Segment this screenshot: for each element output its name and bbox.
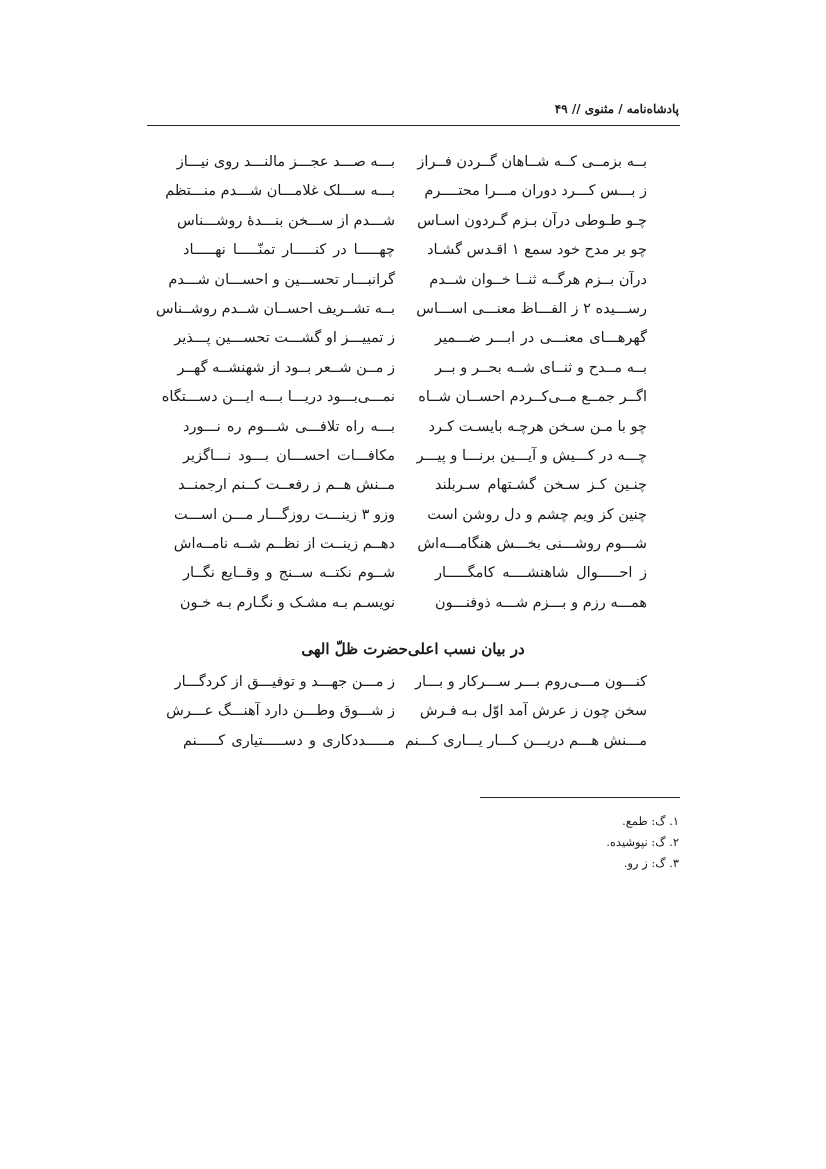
hemistich-first: چـــه در کـــیش و آیـــین برنـــا و پیـــر [416,447,647,464]
footnote-2: ۲. گ: نپوشیده. [606,835,679,849]
hemistich-second: ز مـــن جهـــد و توفیـــق از کردگـــار [174,674,395,690]
couplet [0,671,826,700]
hemistich-first: مـــنش هـــم دریـــن کـــار یـــاری کـــنم [404,732,647,749]
couplet [0,151,826,180]
hemistich-second: مکافـــات احســـان بـــود نـــاگزیر [183,447,395,464]
hemistich-first: چنین کز ویم چشم و دل روشن است [427,506,647,523]
hemistich-second: چهـــــا در کنـــــار تمنّـــــا نهـــــاد [183,242,395,259]
hemistich-second: شــوم نکتــه ســنج و وقــایع نگــار [183,565,395,582]
hemistich-second: مــنش هــم ز رفعــت کــنم ارجمنــد [178,477,395,494]
couplet [0,269,826,298]
running-head-text: پادشاه‌نامه / مثنوی // ۴۹ [554,102,679,116]
hemistich-first: رســـیده ۲ ز الفـــاظ معنـــی اســـاس [416,300,647,317]
couplet [0,180,826,209]
couplet [0,504,826,533]
hemistich-second: نمـــی‌بـــود دریـــا بـــه ایـــن دســـتگاه [161,389,395,406]
couplet [0,562,826,591]
hemistich-second: ز تمییـــز او گشـــت تحســـین پـــذیر [174,330,395,347]
footnotes [379,811,679,874]
hemistich-second: بـــه ســـلک غلامـــان شـــدم منـــتظم [165,183,395,200]
hemistich-second: بـــه صـــد عجـــز مالنـــد روی نیـــاز [176,154,395,170]
hemistich-second: شـــدم از ســـخن بنـــدهٔ روشـــناس [177,212,395,229]
hemistich-second: بــه تشــریف احســان شــدم روشــناس [155,300,395,317]
hemistich-first: گهرهـــای معنـــی در ابـــر ضـــمیر [435,330,647,347]
footnote-3: ۳. گ: ز رو. [623,856,679,870]
couplet [0,327,826,356]
couplet [0,533,826,562]
hemistich-first: همـــه رزم و بـــزم شـــه ذوفنـــون [435,594,647,611]
couplet [0,298,826,327]
footnote-rule [480,797,680,798]
couplet [0,357,826,386]
couplet [0,416,826,445]
couplet [0,730,826,759]
hemistich-first: سخن چون ز عرش آمد اوّل بـه فـرش [419,703,647,720]
hemistich-first: درآن بــزم هرگــه ثنــا خــوان شــدم [429,271,647,288]
footnote-1: ۱. گ: طمع. [622,814,679,828]
hemistich-first: چو بر مدح خود سمع ۱ اقـدس گشـاد [427,242,647,259]
hemistich-second: گرانبـــار تحســـین و احســـان شـــدم [168,271,395,288]
hemistich-first: چنـین کـز سـخن گشـتهام سـربلند [435,477,647,494]
hemistich-second: ز مــن شــعر بــود از شهنشــه گهــر [177,359,395,376]
hemistich-second: وزو ۳ زینـــت روزگـــار مـــن اســـت [173,506,395,523]
hemistich-first: بــه مــدح و ثنــای شــه بحــر و بــر [435,359,647,376]
hemistich-second: بـــه راه تلافـــی شـــوم ره نـــورد [183,418,395,435]
couplet [0,474,826,503]
hemistich-second: ز شـــوق وطـــن دارد آهنـــگ عـــرش [166,703,395,720]
hemistich-second: مـــــددکاری و دســـــتیاری کـــــنم [183,732,395,749]
hemistich-first: شـــوم روشـــنی بخـــش هنگامـــه‌اش [417,536,647,553]
couplet [0,445,826,474]
hemistich-first: چو با مـن سـخن هرچـه بایسـت کـرد [428,418,647,435]
verse-block-2 [0,671,826,759]
couplet [0,592,826,621]
couplet [0,386,826,415]
hemistich-first: ز احـــــوال شاهنشــــه کامگـــــار [435,565,647,582]
verse-block-1 [0,151,826,621]
hemistich-second: نویسـم بـه مشـک و نگـارم بـه خـون [179,594,395,611]
hemistich-second: دهــم زینــت از نظــم شــه نامــه‌اش [173,536,395,553]
header-rule [147,125,680,126]
hemistich-first: بــه بزمــی کــه شــاهان گــردن فــراز [417,154,647,170]
couplet [0,700,826,729]
hemistich-first: کنـــون مـــی‌روم بـــر ســـرکار و بـــار [415,674,647,690]
hemistich-first: چـو طـوطی درآن بـزم گـردون اسـاس [417,212,647,229]
hemistich-first: ز بـــس کـــرد دوران مـــرا محتــــرم [424,183,647,200]
section-heading: در بیان نسب اعلی‌حضرت ظلّ الهی [301,640,525,658]
hemistich-first: اگــر جمــع مــی‌کــردم احســان شــاه [418,389,647,406]
couplet [0,239,826,268]
couplet [0,210,826,239]
